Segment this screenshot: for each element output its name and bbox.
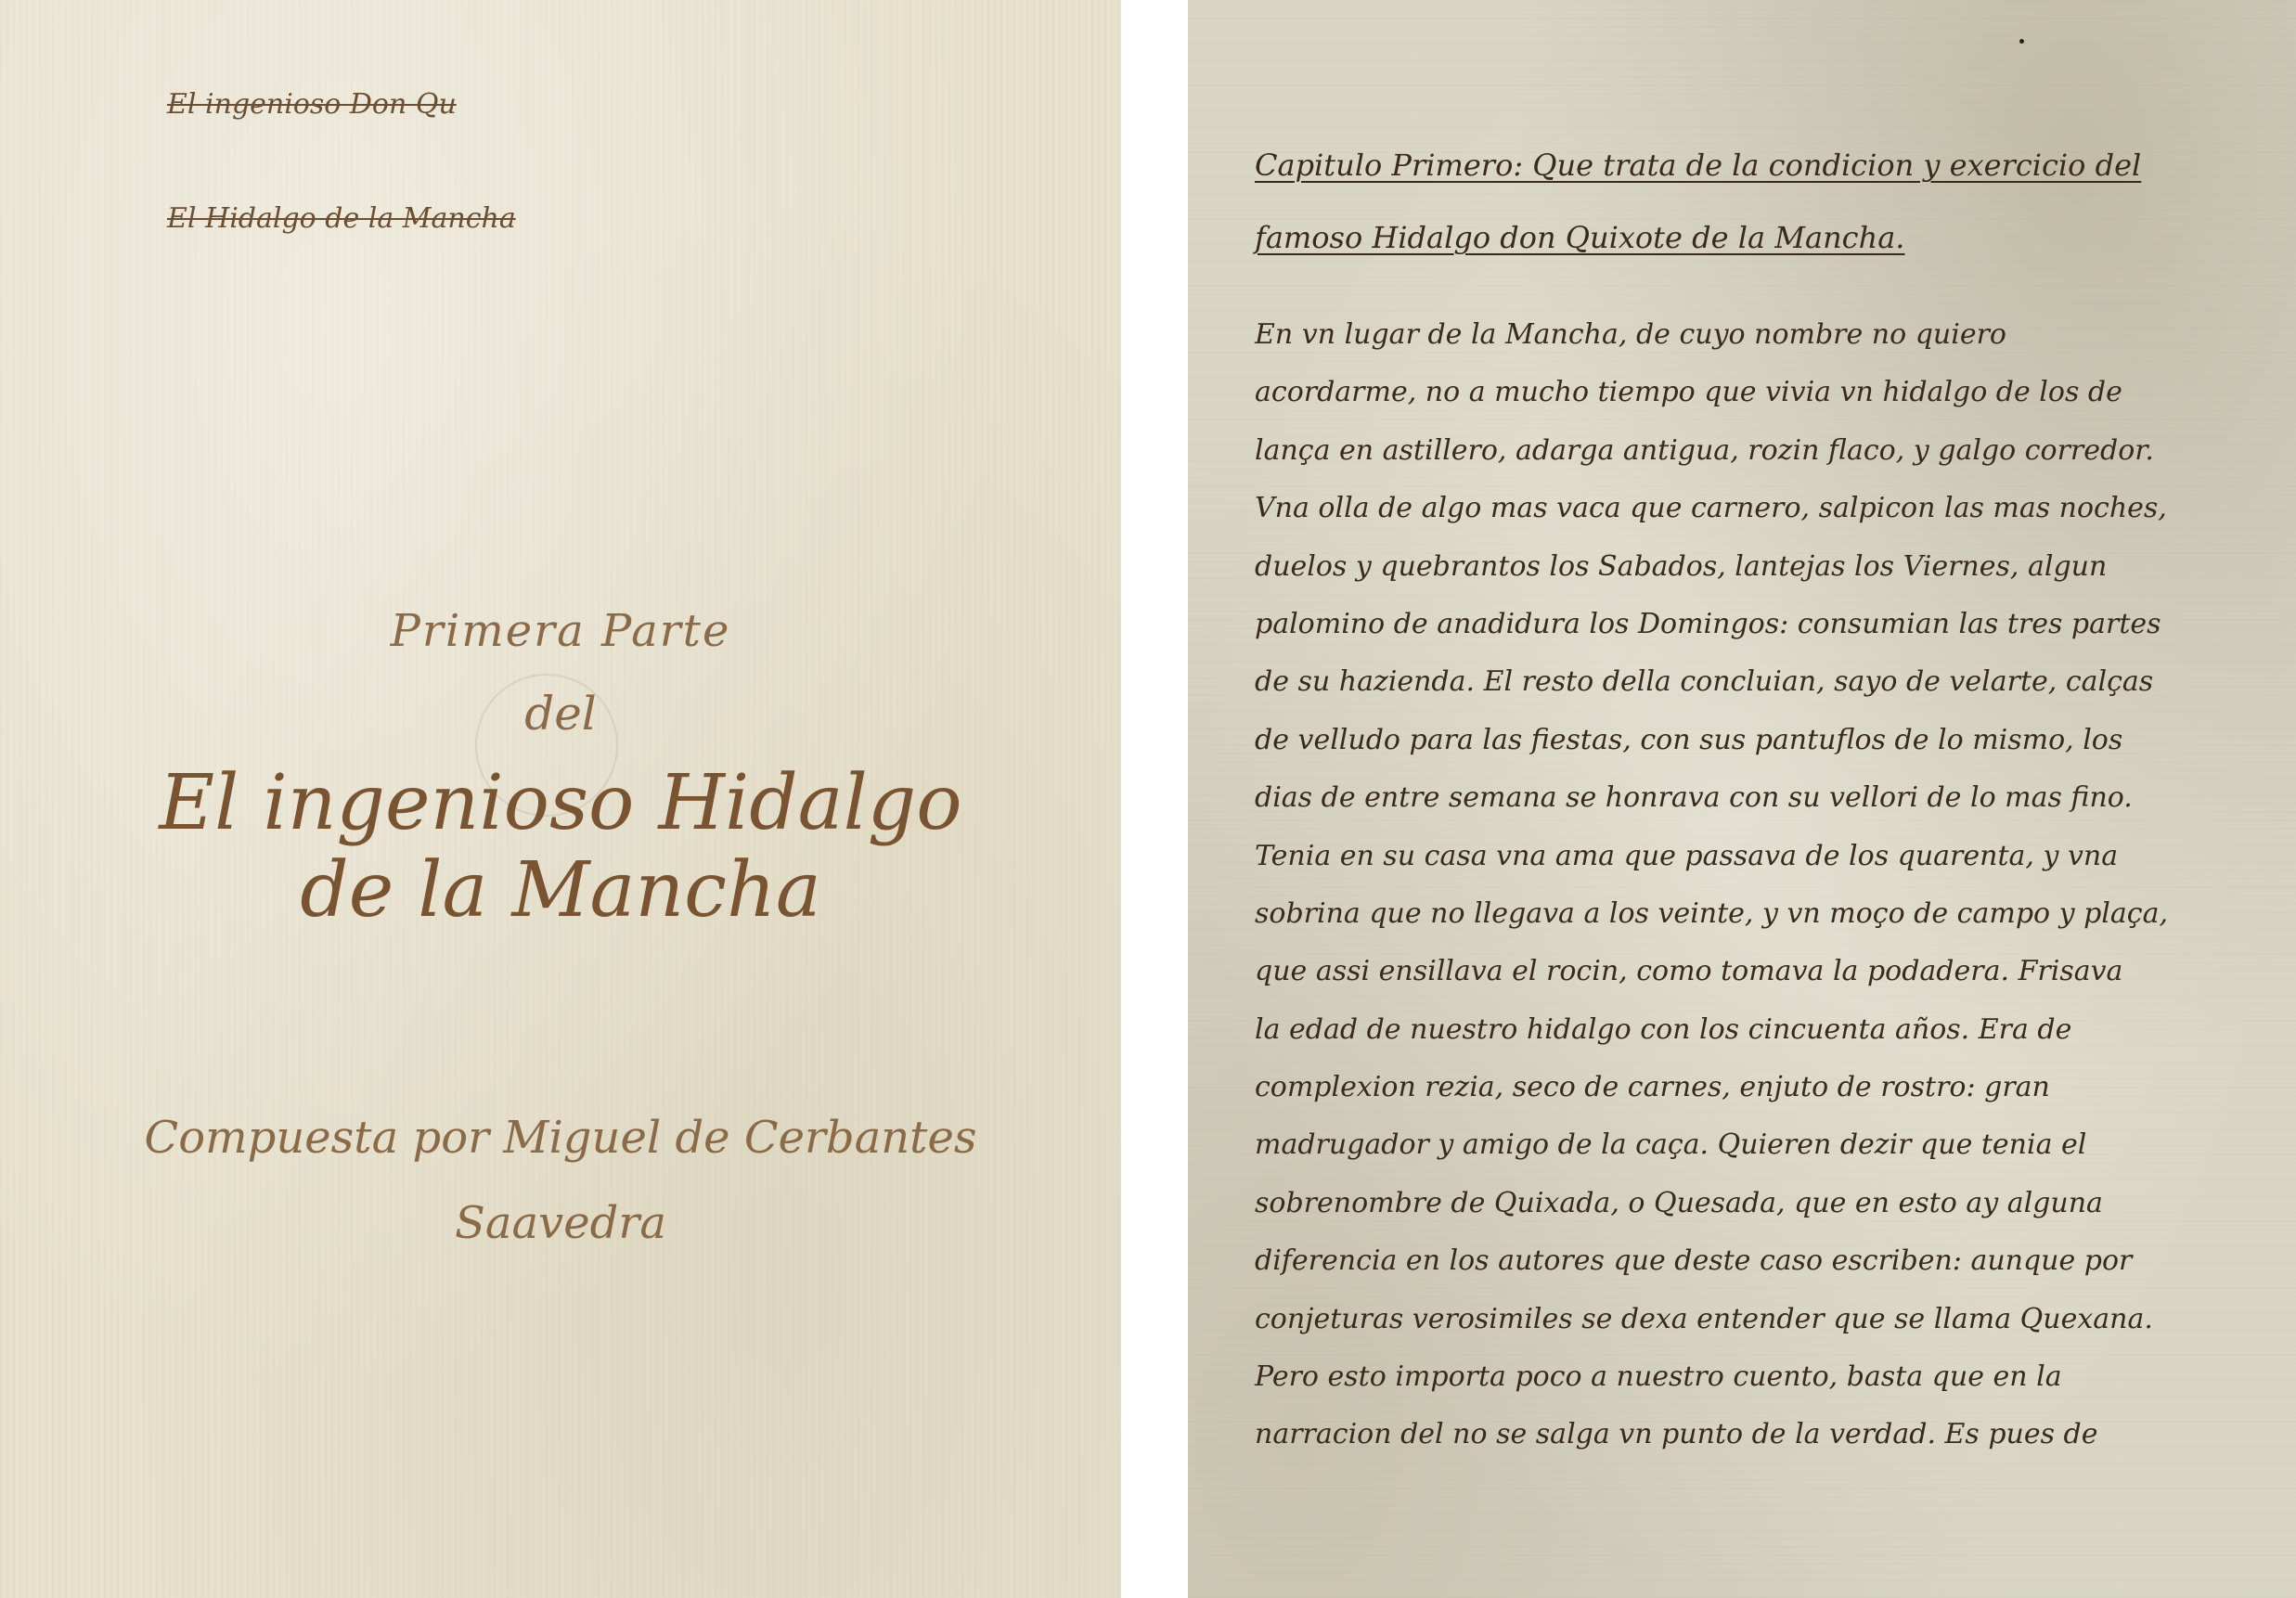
body-line: Vna olla de algo mas vaca que carnero, salpicon las mas noches, <box>1255 492 2167 525</box>
body-line: madrugador y amigo de la caça. Quieren dezir que tenia el <box>1255 1128 2087 1162</box>
body-line: de su hazienda. El resto della concluian, sayo de velarte, calças <box>1255 665 2154 699</box>
author-line-2: Saavedra <box>455 1197 666 1249</box>
title-del: del <box>524 687 597 741</box>
body-line: complexion rezia, seco de carnes, enjuto de rostro: gran <box>1255 1071 2050 1104</box>
body-line: acordarme, no a mucho tiempo que vivia vn hidalgo de los de <box>1255 376 2122 409</box>
body-line: la edad de nuestro hidalgo con los cincuenta años. Era de <box>1255 1012 2072 1046</box>
body-line: diferencia en los autores que deste caso escriben: aunque por <box>1255 1244 2133 1278</box>
body-line: dias de entre semana se honrava con su vellori de lo mas fino. <box>1255 781 2133 815</box>
body-line: conjeturas verosimiles se dexa entender que se llama Quexana. <box>1255 1302 2153 1335</box>
body-line: duelos y quebrantos los Sabados, lantejas los Viernes, algun <box>1255 549 2108 583</box>
title-primera-parte: Primera Parte <box>390 605 731 657</box>
body-line: palomino de anadidura los Domingos: consumian las tres partes <box>1255 607 2161 640</box>
chapter-body-text <box>1255 306 2266 1464</box>
body-line: narracion del no se salga vn punto de la verdad. Es pues de <box>1255 1418 2098 1451</box>
author-line-1: Compuesta por Miguel de Cerbantes <box>144 1112 977 1164</box>
body-line: de velludo para las fiestas, con sus pantuflos de lo mismo, los <box>1255 723 2123 756</box>
chapter-heading-line-1: Capitulo Primero: Que trata de la condicion y exercicio del <box>1255 148 2142 183</box>
body-line: Tenia en su casa vna ama que passava de los quarenta, y vna <box>1255 839 2119 872</box>
struck-title-line-2: El Hidalgo de la Mancha <box>167 202 516 235</box>
chapter-heading <box>1255 137 2201 282</box>
left-manuscript-page <box>0 0 1121 1598</box>
title-main-line-1: El ingenioso Hidalgo <box>159 759 962 847</box>
body-line: Pero esto importa poco a nuestro cuento, basta que en la <box>1255 1360 2062 1394</box>
struck-title-line-1: El ingenioso Don Qu <box>167 88 457 121</box>
body-line: sobrina que no llegava a los veinte, y vn moço de campo y plaça, <box>1255 896 2169 930</box>
title-main-line-2: de la Mancha <box>300 846 821 934</box>
body-line: sobrenombre de Quixada, o Quesada, que en esto ay alguna <box>1255 1186 2103 1219</box>
ink-speck <box>2019 39 2024 44</box>
body-line: En vn lugar de la Mancha, de cuyo nombre no quiero <box>1255 318 2006 351</box>
chapter-heading-line-2: famoso Hidalgo don Quixote de la Mancha. <box>1255 220 1905 255</box>
body-line: lança en astillero, adarga antigua, rozin flaco, y galgo corredor. <box>1255 433 2154 467</box>
body-line: que assi ensillava el rocin, como tomava la podadera. Frisava <box>1255 955 2123 988</box>
